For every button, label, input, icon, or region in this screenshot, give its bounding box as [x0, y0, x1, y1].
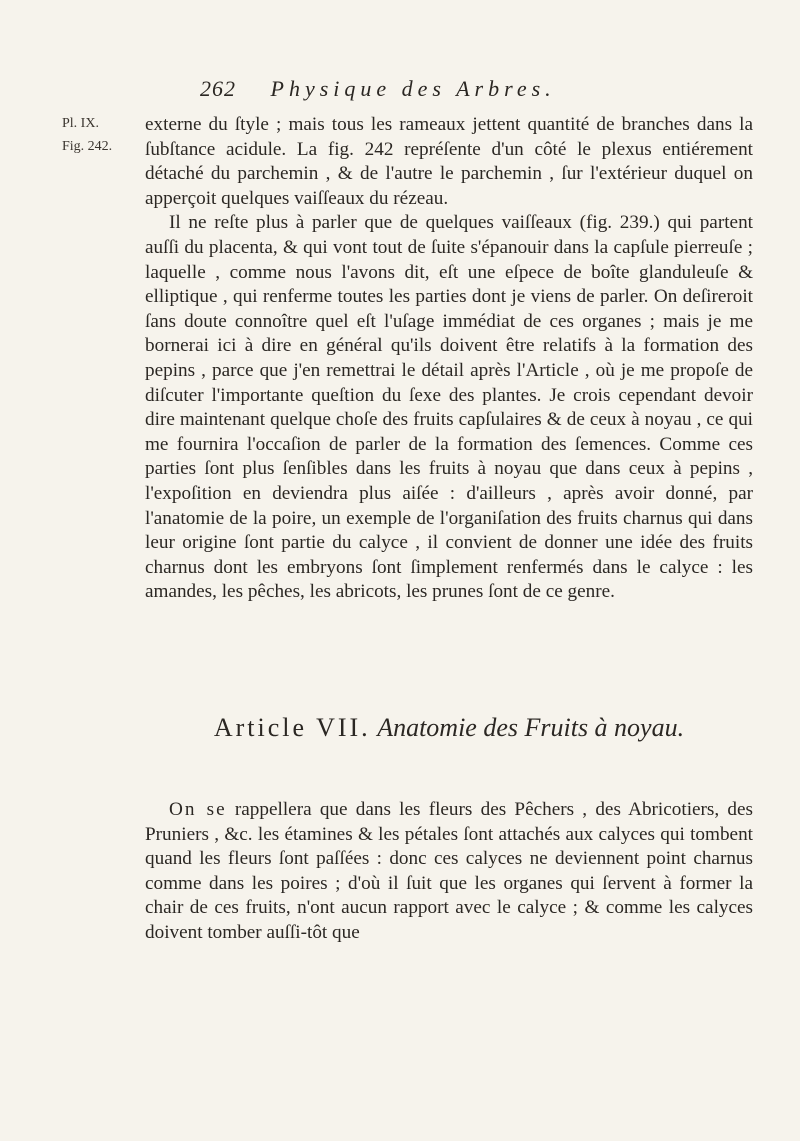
figure-reference: Fig. 242.	[62, 139, 113, 154]
paragraph-3	[145, 798, 753, 946]
plate-reference: Pl. IX.	[62, 116, 99, 131]
running-title: Physique des Arbres.	[270, 76, 556, 101]
body-text-upper	[145, 113, 753, 605]
paragraph-3-text: rappellera que dans les fleurs des Pêchers , des Abricotiers, des Pruniers , &c. les étamines & les pétales ſont attachés aux calyces qui tombent quand les fleurs ſont paſſées : donc ces calyces ne deviennent point charnus comme dans les poires ; d'où il ſuit que les organes qui ſervent à former la chair de ces fruits, n'ont aucun rapport avec le calyce ; & comme les calyces doivent tomber auſſi-tôt que	[145, 799, 753, 943]
paragraph-3-lead: On se	[169, 799, 227, 820]
paragraph-2: Il ne reſte plus à parler que de quelques vaiſſeaux (fig. 239.) qui partent auſſi du placenta, & qui vont tout de ſuite s'épanouir dans la capſule pierreuſe ; laquelle , comme nous l'avons dit, eſt une eſpece de boîte glanduleuſe & elliptique , qui renferme toutes les parties dont je viens de parler. On deſireroit ſans doute connoître quel eſt l'uſage immédiat de ces organes ; mais je me bornerai ici à dire en général qu'ils doivent être relatifs à la formation des pepins , parce que j'en remettrai le détail après l'Article , où je me propoſe de diſcuter l'importante queſtion du ſexe des plantes. Je crois cependant devoir dire maintenant quelque choſe des fruits capſulaires & de ceux à noyau , ce qui me fournira l'occaſion de parler de la formation des ſemences. Comme ces parties ſont plus ſenſibles dans les fruits à noyau que dans ceux à pepins , l'expoſition en deviendra plus aiſée : d'ailleurs , après avoir donné, par l'anatomie de la poire, un exemple de l'organiſation des fruits charnus qui dans leur origine ſont partie du calyce , il convient de donner une idée des fruits charnus dont les embryons ſont ſimplement renfermés dans le calyce : les amandes, les pêches, les abricots, les prunes ſont de ce genre.	[145, 212, 753, 603]
article-heading	[145, 713, 753, 743]
body-text-lower	[145, 798, 753, 946]
running-header	[200, 76, 660, 102]
page-number: 262	[200, 76, 236, 101]
article-title: Anatomie des Fruits à noyau.	[377, 713, 685, 742]
paragraph-1: externe du ſtyle ; mais tous les rameaux jettent quantité de branches dans la ſubſtance acidule. La fig. 242 repréſente d'un côté le plexus entiérement détaché du parchemin , & de l'autre le parchemin , ſur l'extérieur duquel on apperçoit quelques vaiſſeaux du rézeau.	[145, 114, 753, 209]
article-label: Article VII.	[213, 713, 371, 742]
